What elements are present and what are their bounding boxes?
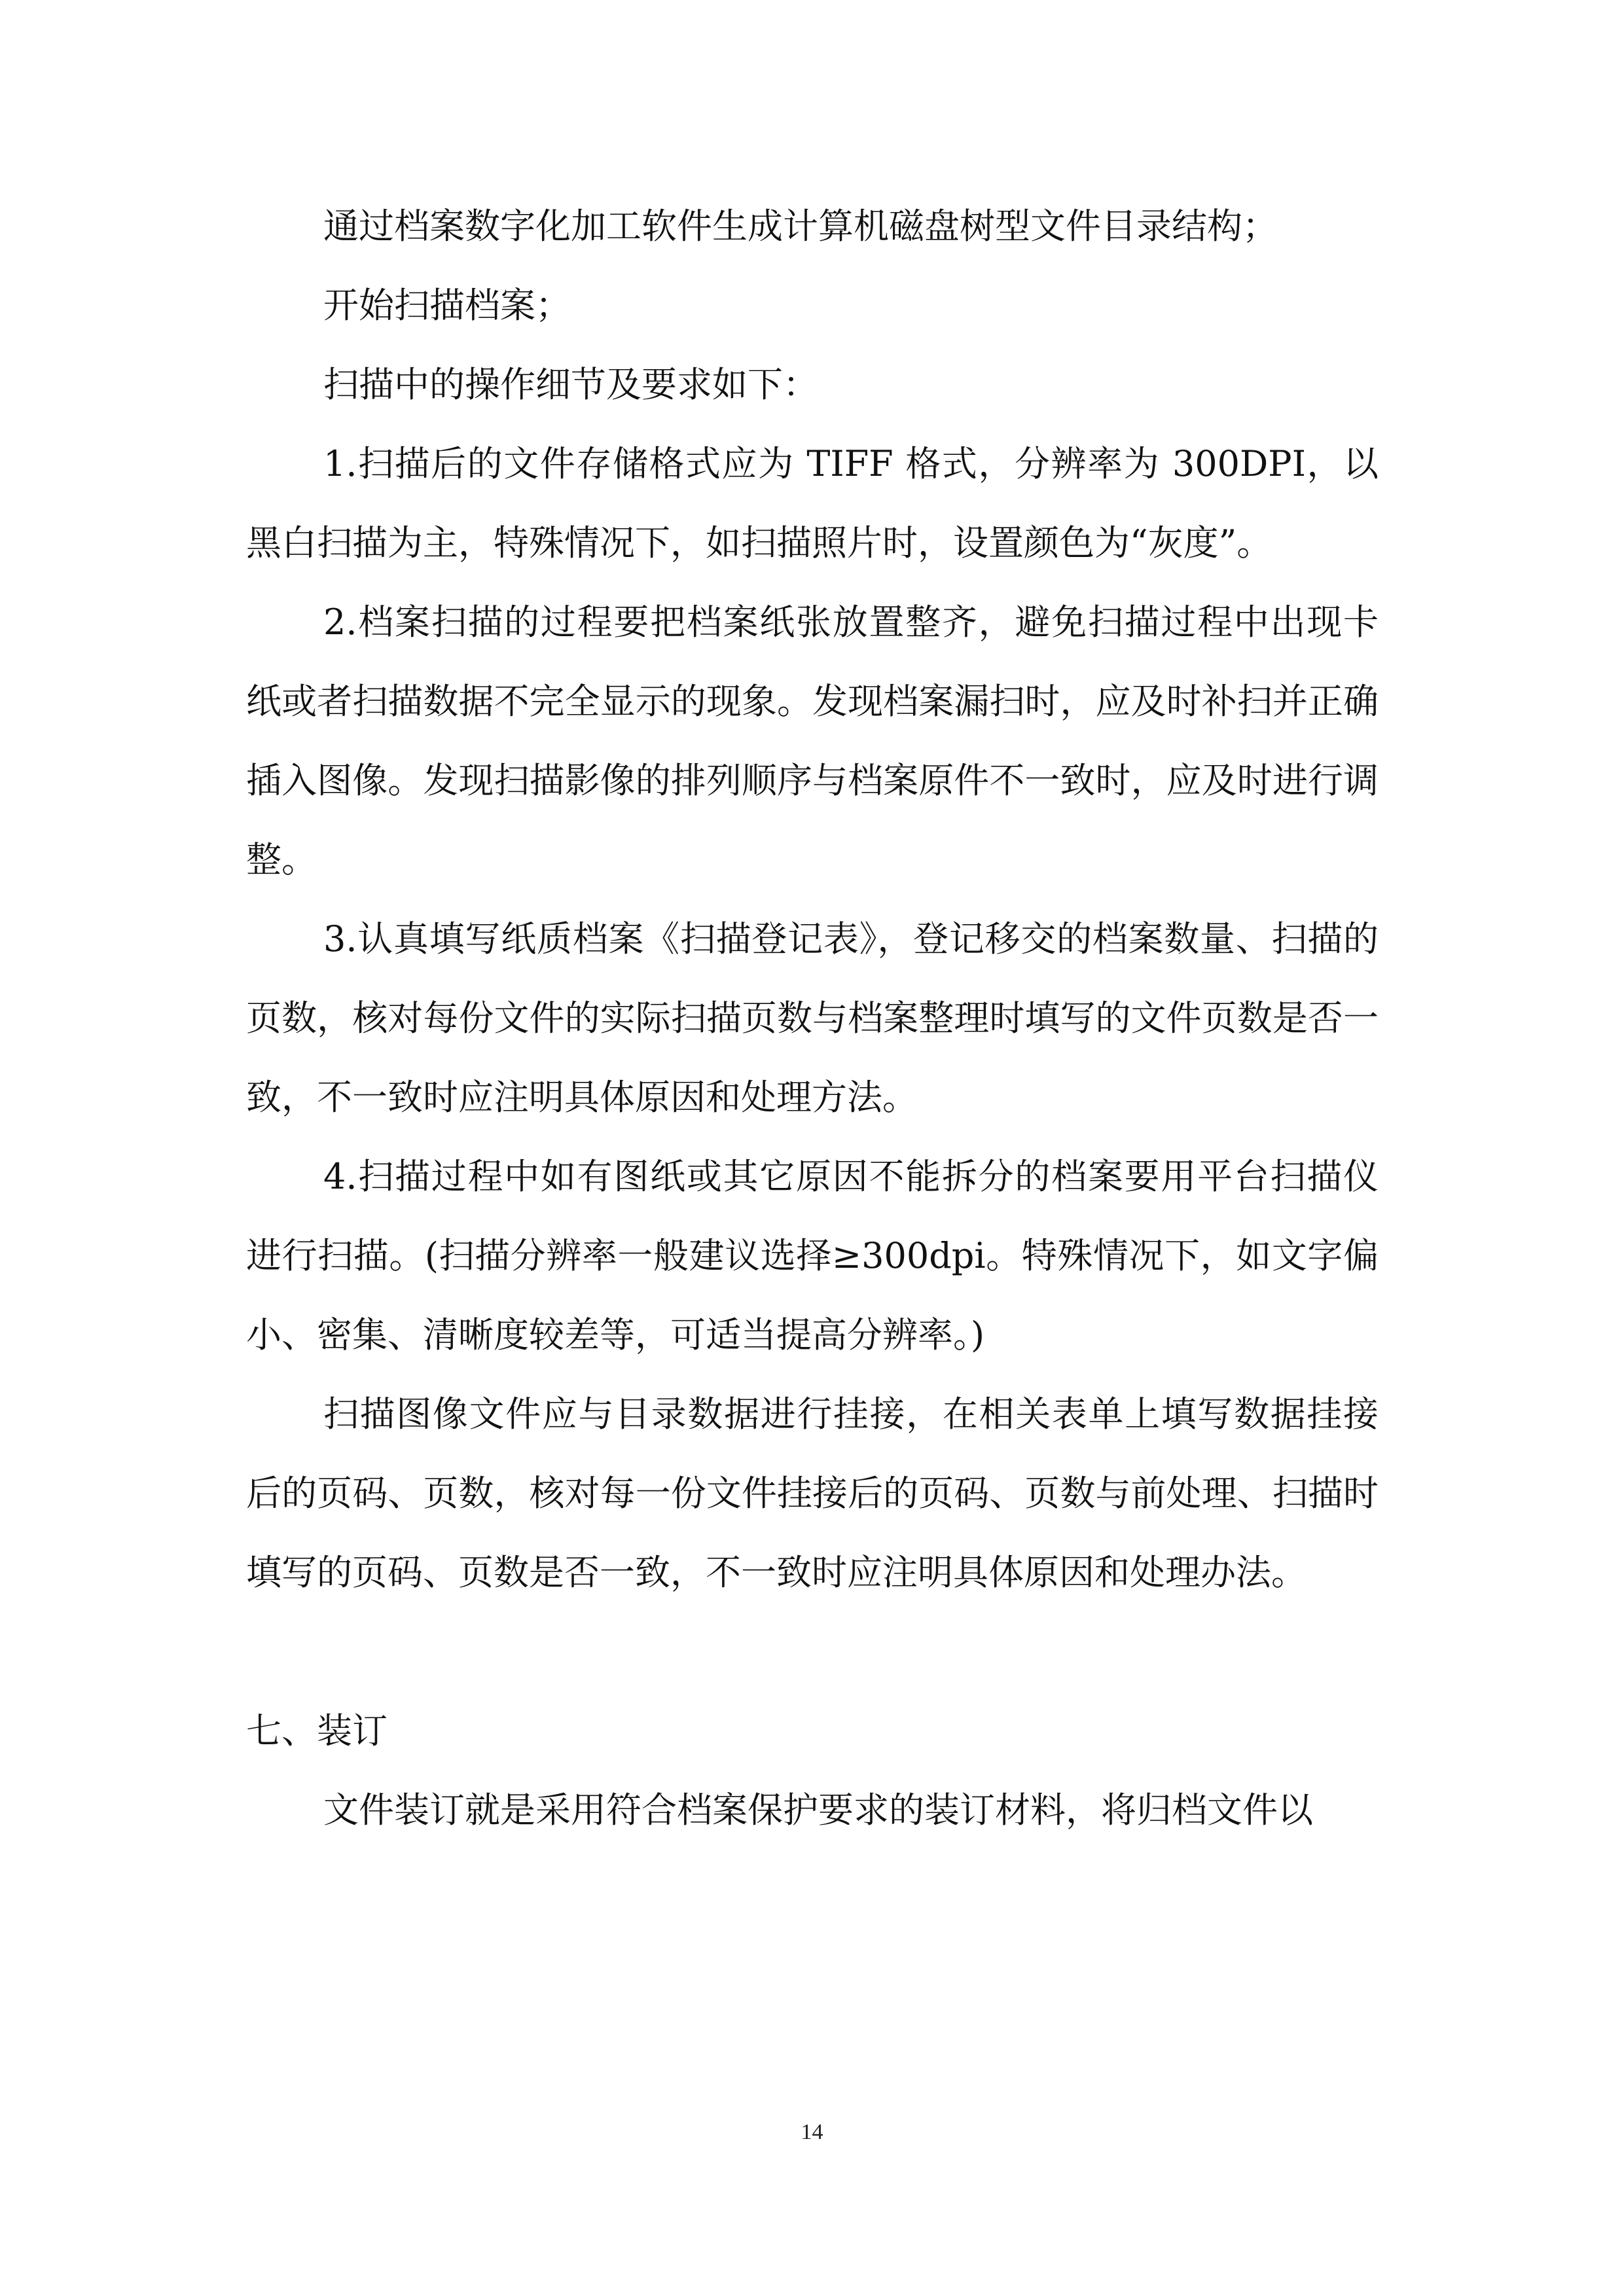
paragraph-scanning-requirements: 扫描中的操作细节及要求如下： (323, 364, 818, 405)
paragraph-image-linking: 扫描图像文件应与目录数据进行挂接，在相关表单上填写数据挂接后的页码、页数，核对每一份文件挂接后的页码、页数与前处理、扫描时填写的页码、页数是否一致，不一致时应注明具体原因和处理办法。 (246, 1393, 1379, 1593)
paragraph-requirement-1: 1.扫描后的文件存储格式应为 TIFF 格式，分辨率为 300DPI，以黑白扫描为主，特殊情况下，如扫描照片时，设置颜色为“灰度”。 (246, 443, 1379, 564)
document-body (246, 187, 1379, 1850)
paragraph-requirement-4: 4.扫描过程中如有图纸或其它原因不能拆分的档案要用平台扫描仪进行扫描。(扫描分辨率一般建议选择≥300dpi。特殊情况下，如文字偏小、密集、清晰度较差等，可适当提高分辨率。) (246, 1156, 1379, 1355)
page-number: 14 (801, 2120, 823, 2144)
paragraph-binding-intro: 文件装订就是采用符合档案保护要求的装订材料，将归档文件以 (323, 1789, 1313, 1831)
paragraph-start-scanning: 开始扫描档案； (323, 285, 571, 326)
paragraph-requirement-2: 2.档案扫描的过程要把档案纸张放置整齐，避免扫描过程中出现卡纸或者扫描数据不完全显示的现象。发现档案漏扫时，应及时补扫并正确插入图像。发现扫描影像的排列顺序与档案原件不一致时，应及时进行调整。 (246, 601, 1379, 880)
paragraph-directory-structure: 通过档案数字化加工软件生成计算机磁盘树型文件目录结构； (323, 206, 1278, 247)
section-heading-binding: 七、装订 (246, 1710, 388, 1751)
paragraph-requirement-3: 3.认真填写纸质档案《扫描登记表》，登记移交的档案数量、扫描的页数，核对每份文件的实际扫描页数与档案整理时填写的文件页数是否一致，不一致时应注明具体原因和处理方法。 (246, 918, 1379, 1118)
